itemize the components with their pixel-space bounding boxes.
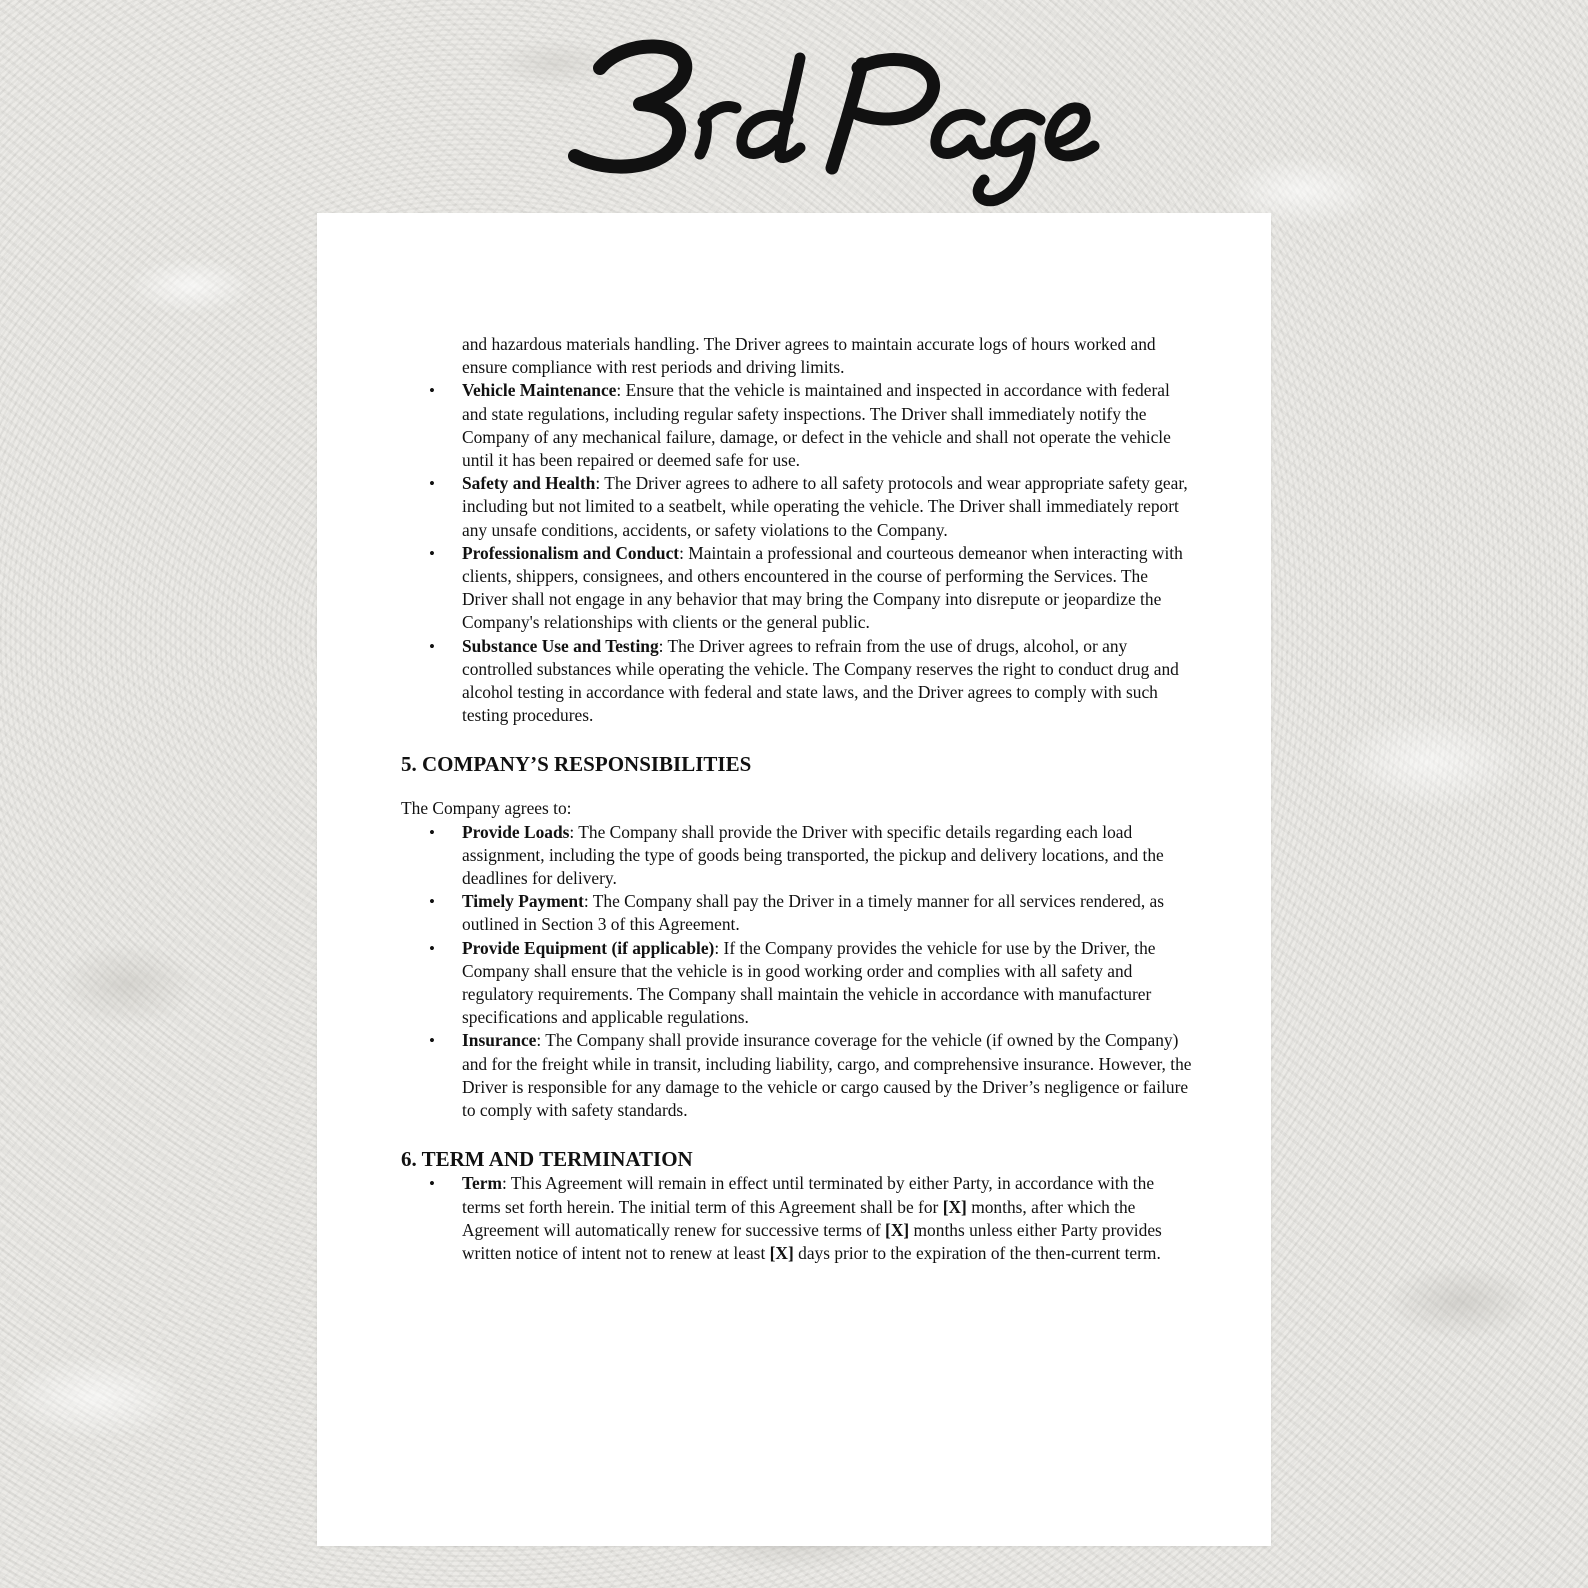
section-6-title: 6. TERM AND TERMINATION: [401, 1147, 693, 1172]
company-responsibilities-list: [401, 821, 1196, 1123]
script-heading-svg: [0, 8, 1588, 208]
page-heading: [0, 8, 1588, 208]
item-text: : The Driver agrees to adhere to all safety protocols and wear appropriate safety gear, including but not limited to a seatbelt, while operating the vehicle. The Driver shall immediately report any unsafe conditions, accidents, or safety violations to the Company.: [462, 473, 1188, 540]
item-term: Term: [462, 1173, 502, 1194]
bullet-icon: •: [429, 938, 435, 958]
driver-responsibilities-list: [401, 333, 1196, 727]
item-text: : The Company shall pay the Driver in a timely manner for all services rendered, as outlined in Section 3 of this Agreement.: [462, 891, 1165, 935]
placeholder-value: [X]: [769, 1242, 794, 1263]
bullet-icon: •: [429, 543, 435, 563]
item-term: Professionalism and Conduct: [462, 542, 680, 563]
item-term: Provide Loads: [462, 821, 570, 842]
item-text: : This Agreement will remain in effect until terminated by either Party, in accordance with the terms set forth herein. The initial term of this Agreement shall be for: [462, 1173, 1155, 1217]
list-item-safety-and-health: [401, 472, 1196, 542]
list-item-term: [401, 1172, 1196, 1265]
item-term: Provide Equipment (if applicable): [462, 937, 715, 958]
section-5-title: 5. COMPANY’S RESPONSIBILITIES: [401, 752, 752, 777]
continuation-text: and hazardous materials handling. The Driver agrees to maintain accurate logs of hours worked and ensure compliance with rest periods and driving limits.: [462, 334, 1156, 378]
item-text: : The Company shall provide the Driver with specific details regarding each load assignment, including the type of goods being transported, the pickup and delivery locations, and the deadlines for delivery.: [462, 821, 1164, 889]
item-text: months unless either Party provides written notice of intent not to renew at least: [462, 1219, 1162, 1263]
list-item-substance-use: [401, 635, 1196, 728]
term-list: [401, 1172, 1196, 1265]
item-term: Vehicle Maintenance: [462, 380, 617, 401]
list-item-continuation: [401, 333, 1196, 379]
list-item-vehicle-maintenance: [401, 379, 1196, 472]
placeholder-value: [X]: [885, 1219, 910, 1240]
item-text: : If the Company provides the vehicle for use by the Driver, the Company shall ensure that the vehicle is in good working order and complies with all safety and regulatory requirements. The Company shall maintain the vehicle in accordance with manufacturer specifications and applicable regulations.: [462, 937, 1156, 1028]
list-item-provide-equipment: [401, 937, 1196, 1030]
section-5-intro: The Company agrees to:: [401, 798, 572, 819]
list-item-timely-payment: [401, 890, 1196, 936]
bullet-icon: •: [429, 892, 435, 912]
list-item-provide-loads: [401, 821, 1196, 891]
item-text: days prior to the expiration of the then-current term.: [793, 1242, 1161, 1263]
item-term: Insurance: [462, 1030, 537, 1051]
item-text: : Maintain a professional and courteous demeanor when interacting with clients, shippers, consignees, and others encountered in the course of performing the Services. The Driver shall not engage in any behavior that may bring the Company into disrepute or jeopardize the Company's relationships with clients or the general public.: [462, 542, 1183, 633]
bullet-icon: •: [429, 474, 435, 494]
bullet-icon: •: [429, 381, 435, 401]
list-item-professionalism: [401, 542, 1196, 635]
item-text: months, after which the Agreement will automatically renew for successive terms of: [462, 1196, 1136, 1240]
item-text: : Ensure that the vehicle is maintained and inspected in accordance with federal and state regulations, including regular safety inspections. The Driver shall immediately notify the Company of any mechanical failure, damage, or defect in the vehicle and shall not operate the vehicle until it has been repaired or deemed safe for use.: [462, 380, 1171, 471]
bullet-icon: •: [429, 822, 435, 842]
item-term: Timely Payment: [462, 891, 584, 912]
item-text: : The Driver agrees to refrain from the use of drugs, alcohol, or any controlled substances while operating the vehicle. The Company reserves the right to conduct drug and alcohol testing in accordance with federal and state laws, and the Driver agrees to comply with such testing procedures.: [462, 635, 1179, 726]
item-term: Safety and Health: [462, 473, 596, 494]
list-item-insurance: [401, 1029, 1196, 1122]
item-text: : The Company shall provide insurance coverage for the vehicle (if owned by the Company) and for the freight while in transit, including liability, cargo, and comprehensive insurance. However, the Driver is responsible for any damage to the vehicle or cargo caused by the Driver’s negligence or failure to comply with safety standards.: [462, 1030, 1192, 1121]
bullet-icon: •: [429, 1174, 435, 1194]
bullet-icon: •: [429, 636, 435, 656]
bullet-icon: •: [429, 1031, 435, 1051]
item-term: Substance Use and Testing: [462, 635, 659, 656]
placeholder-value: [X]: [942, 1196, 967, 1217]
document-body: [401, 333, 1196, 1265]
